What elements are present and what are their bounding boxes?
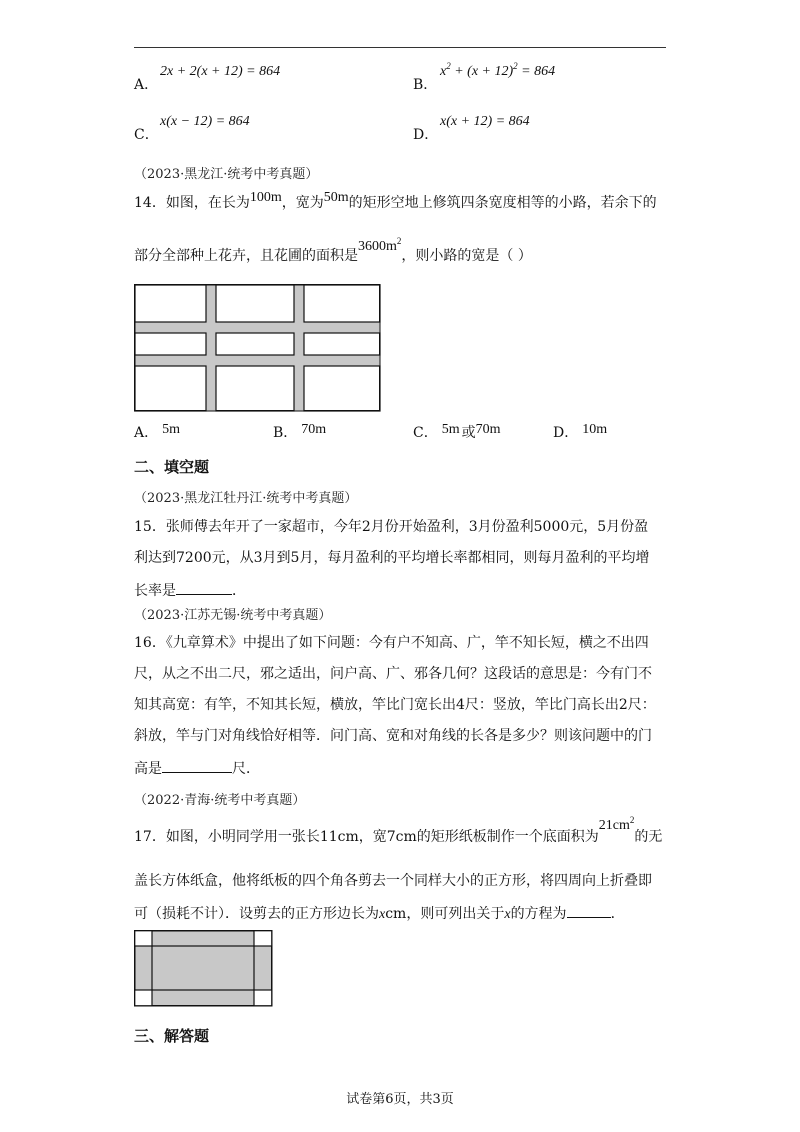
q15-source: （2023·黑龙江牡丹江·统考中考真题）	[134, 491, 358, 506]
vertical-road-left	[206, 286, 216, 411]
section-2-title: 二、填空题	[134, 458, 210, 476]
top-rule	[134, 47, 666, 48]
q17-cardboard-figure	[134, 930, 274, 1008]
q16-line-1: 16．《九章算术》中提出了如下问题：今有户不知高、广，竿不知长短，横之不出四	[134, 635, 649, 651]
q15-line-3: 长率是 ．	[134, 580, 246, 600]
box-base	[152, 946, 254, 990]
option-a-equation: 2x + 2(x + 12) = 864	[160, 64, 281, 79]
q15-line-2: 利达到7200元，从3月到5月，每月盈利的平均增长率都相同，则每月盈利的平均增	[134, 550, 650, 566]
q14-option-b: B． 70m	[273, 422, 327, 441]
page-footer: 试卷第6页，共3页	[346, 1092, 454, 1107]
option-d-label: D．	[413, 127, 439, 143]
q16-line-3: 知其高宽：有竿，不知其长短，横放，竿比门宽长出4尺：竖放，竿比门高长出2尺：	[134, 697, 656, 713]
option-c-equation: x(x − 12) = 864	[160, 114, 250, 129]
q14-option-a: A． 5m	[134, 422, 181, 441]
q14-line-1: 14．如图，在长为100m，宽为50m的矩形空地上修筑四条宽度相等的小路，若余下的	[134, 190, 657, 211]
q16-source: （2023·江苏无锡·统考中考真题）	[134, 608, 332, 623]
option-c-label: C．	[134, 127, 159, 143]
q16-line-2: 尺，从之不出二尺，邪之适出，问户高、广、邪各几何？这段话的意思是：今有门不	[134, 666, 652, 682]
option-b-equation: $x^2 + (x + 12)^2 = 864$	[440, 61, 556, 79]
section-3-title: 三、解答题	[134, 1027, 210, 1045]
q14-road-figure	[134, 284, 382, 413]
q14-option-d: D． 10m	[553, 422, 608, 441]
option-d-equation: x(x + 12) = 864	[440, 114, 530, 129]
q17-source: （2022·青海·统考中考真题）	[134, 793, 306, 808]
option-b-label: B．	[413, 77, 438, 93]
answer-blank[interactable]	[176, 580, 232, 595]
q17-line-3: 可（损耗不计）．设剪去的正方形边长为xcm，则可列出关于x的方程为 ．	[134, 903, 625, 924]
q16-line-4: 斜放，竿与门对角线恰好相等．问门高、宽和对角线的长各是多少？则该问题中的门	[134, 728, 652, 744]
q17-line-2: 盖长方体纸盒，他将纸板的四个角各剪去一个同样大小的正方形，将四周向上折叠即	[134, 873, 652, 889]
field-outline	[135, 285, 380, 411]
q15-line-1: 15．张师傅去年开了一家超市，今年2月份开始盈利，3月份盈利5000元，5月份盈	[134, 519, 649, 535]
q16-line-5: 高是 尺．	[134, 758, 260, 778]
q17-line-1: 17．如图，小明同学用一张长11cm，宽7cm的矩形纸板制作一个底面积为$21cm^2$的无	[134, 815, 663, 845]
horizontal-road-bottom	[136, 355, 380, 366]
answer-blank[interactable]	[162, 758, 232, 773]
horizontal-road-top	[136, 322, 380, 333]
answer-blank[interactable]	[567, 903, 611, 918]
q14-line-2: 部分全部种上花卉，且花圃的面积是$3600m^2$，则小路的宽是（ ）	[134, 236, 532, 264]
vertical-road-right	[294, 286, 304, 411]
q14-option-c: C． 5m 或70m	[413, 422, 501, 441]
q14-source: （2023·黑龙江·统考中考真题）	[134, 167, 319, 182]
option-a-label: A．	[134, 77, 159, 93]
